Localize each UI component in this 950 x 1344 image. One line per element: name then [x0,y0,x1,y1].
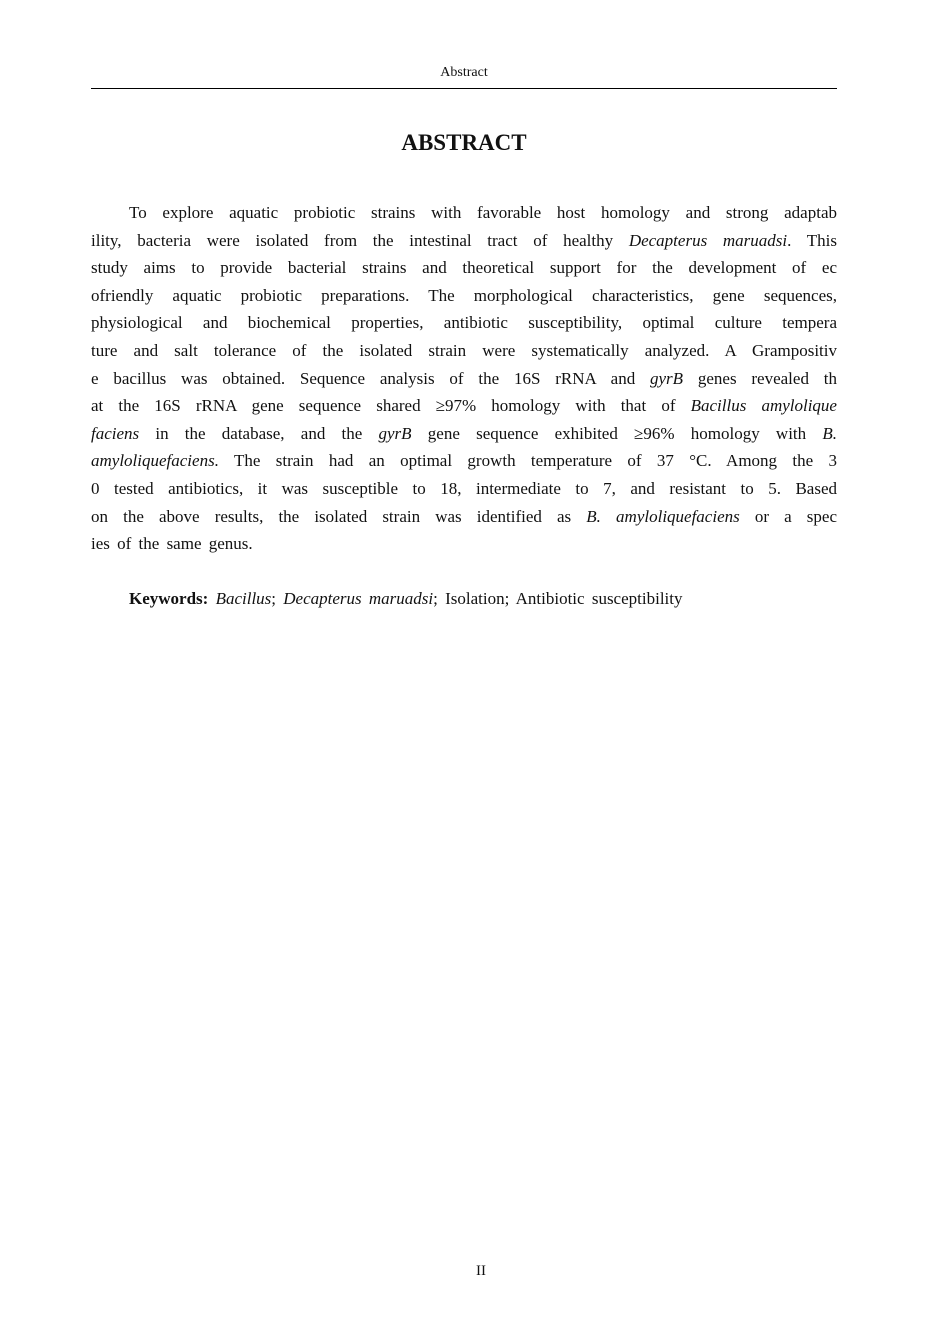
italic-term: gyrB [650,368,684,388]
italic-term: amyloliquefaciens. [91,451,219,471]
abstract-text: 0 tested antibiotics, it was susceptible to 18, intermediate to 7, and resistant to 5. Based [91,478,837,498]
abstract-text: gene sequence exhibited ≥96% homology with [411,423,823,443]
abstract-text: ies of the same genus. [91,534,253,554]
abstract-text: on the above results, the isolated strain was identified as [91,506,587,526]
italic-term: B. amyloliquefaciens [586,506,740,526]
page-number: II [476,1263,486,1279]
abstract-text: . This [787,230,837,250]
abstract-line [91,503,837,531]
abstract-line [91,475,837,503]
abstract-line [91,199,837,227]
abstract-text: The strain had an optimal growth temperature of 37 °C. Among the 3 [218,451,837,471]
header-divider [91,88,837,89]
keywords-line [129,585,837,612]
abstract-text: study aims to provide bacterial strains and theoretical support for the development of ec [91,258,837,278]
keywords-label: Keywords: [129,589,209,608]
keyword-decapterus: Decapterus maruadsi [283,589,434,608]
keyword-rest: ; Isolation; Antibiotic susceptibility [433,589,683,608]
italic-term: Decapterus maruadsi [628,230,788,250]
abstract-line [91,254,837,282]
abstract-line [91,227,837,255]
abstract-line [91,337,837,365]
abstract-text: ofriendly aquatic probiotic preparations. The morphological characteristics, gene sequences, [91,285,837,305]
italic-term: faciens [91,423,140,443]
abstract-text: ility, bacteria were isolated from the intestinal tract of healthy [91,230,629,250]
abstract-line [91,530,837,558]
italic-term: gyrB [378,423,412,443]
abstract-line [91,420,837,448]
italic-term: Bacillus amylolique [690,396,837,416]
abstract-text: ture and salt tolerance of the isolated strain were systematically analyzed. A Grampositiv [91,340,837,360]
abstract-text: at the 16S rRNA gene sequence shared ≥97% homology with that of [91,396,691,416]
running-header: Abstract [440,65,488,80]
abstract-line [91,392,837,420]
abstract-line [91,447,837,475]
abstract-line [91,309,837,337]
italic-term: B. [822,423,838,443]
abstract-text: genes revealed th [683,368,837,388]
abstract-text: in the database, and the [139,423,379,443]
abstract-text: e bacillus was obtained. Sequence analysis of the 16S rRNA and [91,368,651,388]
abstract-text: To explore aquatic probiotic strains with favorable host homology and strong adaptab [129,203,837,222]
abstract-line [91,365,837,393]
page-title: ABSTRACT [401,130,527,155]
abstract-text: or a spec [739,506,838,526]
keyword-separator: ; [271,589,284,608]
abstract-body [91,199,837,558]
abstract-text: physiological and biochemical properties, antibiotic susceptibility, optimal culture tempera [91,313,837,333]
abstract-line [91,282,837,310]
keyword-bacillus: Bacillus [215,589,272,608]
